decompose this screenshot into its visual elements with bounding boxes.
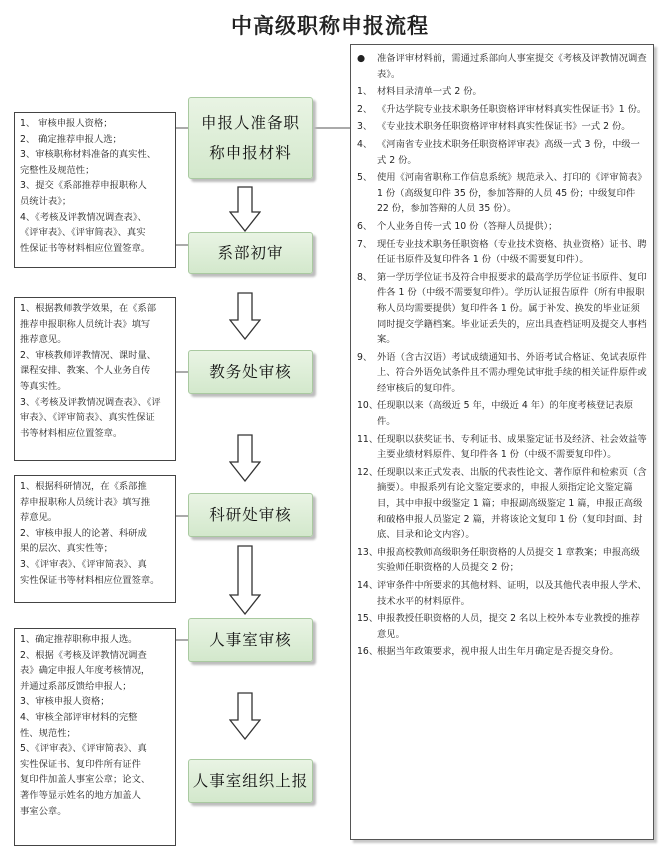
requirement-text: 《河南省专业技术职务任职资格评审表》高级一式 3 份，中级一式 2 份。 xyxy=(377,138,640,166)
requirement-item xyxy=(357,137,647,168)
requirement-number: 12、 xyxy=(357,466,379,478)
note-line: 等真实性。 xyxy=(20,380,67,392)
requirement-item xyxy=(357,119,647,135)
note-line: 3、审核申报人资格； xyxy=(20,696,110,708)
note-line: 果的层次、真实性等； xyxy=(20,543,113,555)
requirement-number: ● xyxy=(357,53,366,64)
note-line: 课程安排、教案、个人业务自传 xyxy=(20,365,151,377)
step-label: 人事室审核 xyxy=(209,631,292,649)
note-line: 审表》、《评审简表》、真实性保证 xyxy=(20,412,155,424)
note-line: 2、 确定推荐申报人选； xyxy=(20,133,122,145)
note-line: 3、《考核及评教情况调查表》、《评 xyxy=(20,396,161,408)
requirement-number: 10、 xyxy=(357,400,379,412)
note-line: 书等材料相应位置签章。 xyxy=(20,427,123,439)
requirement-number: 16、 xyxy=(357,646,379,658)
requirement-text: 申报教授任职资格的人员，提交 2 名以上校外本专业教授的推荐意见。 xyxy=(377,613,640,640)
requirement-text: 个人业务自传一式 10 份（答辩人员提供）； xyxy=(377,220,558,232)
requirement-item xyxy=(357,611,647,642)
requirement-item xyxy=(357,170,647,217)
requirement-item xyxy=(357,545,647,576)
note-line: 著作等显示姓名的地方加盖人 xyxy=(20,789,141,801)
note-line: 5、《评审表》、《评审简表》、真 xyxy=(20,743,147,755)
requirement-item xyxy=(357,84,647,100)
step-label-line-2: 称申报材料 xyxy=(209,144,292,162)
requirement-item xyxy=(357,51,647,82)
requirement-text: 《专业技术职务任职资格评审材料真实性保证书》一式 2 份。 xyxy=(377,121,631,133)
requirement-text: 任现职以来（高级近 5 年，中级近 4 年）的年度考核登记表原件。 xyxy=(377,400,634,428)
requirement-item xyxy=(357,398,647,429)
note-line: 推荐意见。 xyxy=(20,334,67,346)
note-line: 3、提交《系部推荐申报职称人 xyxy=(20,180,147,192)
requirement-text: 材料目录清单一式 2 份。 xyxy=(377,86,482,98)
requirement-item xyxy=(357,432,647,463)
requirement-number: 5、 xyxy=(357,172,373,184)
note-line: 实性保证书、复印件所有证件 xyxy=(20,758,141,770)
down-arrow-icon xyxy=(229,186,261,232)
note-box-hr xyxy=(14,628,176,846)
requirement-item xyxy=(357,465,647,543)
requirement-number: 3、 xyxy=(357,121,373,133)
note-line: 性保证书等材料相应位置签章。 xyxy=(20,242,151,254)
requirement-item xyxy=(357,102,647,118)
note-line: 3、审核职称材料准备的真实性、 xyxy=(20,149,157,161)
requirement-number: 9、 xyxy=(357,351,373,363)
requirement-text: 现任专业技术职务任职资格（专业技术资格、执业资格）证书、聘任证书原件及复印件各 1 份（中级不需要复印件）。 xyxy=(377,238,647,266)
step-academic-affairs-review xyxy=(188,350,313,394)
requirement-number: 2、 xyxy=(357,103,373,115)
note-line: 表》确定申报人年度考核情况， xyxy=(20,665,151,677)
requirement-number: 1、 xyxy=(357,86,373,98)
note-line: 2、审核教师评教情况、课时量、 xyxy=(20,349,157,361)
requirement-number: 7、 xyxy=(357,238,373,250)
note-line: 1、根据科研情况，在《系部推 xyxy=(20,481,147,492)
requirement-number: 15、 xyxy=(357,613,379,625)
note-line: 荐申报职称人员统计表》填写推 xyxy=(20,496,151,508)
requirement-text: 《升达学院专业技术职务任职资格评审材料真实性保证书》1 份。 xyxy=(377,103,647,115)
requirement-item xyxy=(357,350,647,397)
note-line: 性、规范性； xyxy=(20,727,76,739)
note-line: 并通过系部反馈给申报人； xyxy=(20,680,132,692)
step-hr-review xyxy=(188,618,313,662)
requirement-number: 13、 xyxy=(357,546,379,558)
requirement-text: 根据当年政策要求，视申报人出生年月确定是否提交身份。 xyxy=(377,646,619,658)
step-label: 人事室组织上报 xyxy=(192,772,309,790)
note-line: 2、审核申报人的论著、科研成 xyxy=(20,527,147,539)
step-label: 教务处审核 xyxy=(209,363,292,381)
note-line: 《评审表》、《评审简表》、真实 xyxy=(20,227,146,239)
requirement-item xyxy=(357,644,647,660)
step-label: 科研处审核 xyxy=(209,506,292,524)
note-line: 完整性及规范性； xyxy=(20,164,95,176)
requirement-text: 第一学历学位证书及符合申报要求的最高学历学位证书原件、复印件各 1 份（中级不需要复印件）。学历认证报告原件（所有申报职称人员均需要提供）复印件各 1 份。属于补发、换发的毕业证须同时提交学籍档案。毕业证丢失的，应出具查档证明及提交人事档案。 xyxy=(377,271,647,346)
note-line: 4、《考核及评教情况调查表》、 xyxy=(20,211,147,223)
note-line: 事室公章。 xyxy=(20,805,67,817)
note-line: 实性保证书等材料相应位置签章。 xyxy=(20,574,160,586)
note-line: 4、审核全部评审材料的完整 xyxy=(20,711,138,723)
note-line: 荐意见。 xyxy=(20,512,58,524)
requirement-item xyxy=(357,270,647,348)
requirement-text: 评审条件中所要求的其他材料、证明，以及其他代表申报人学术、技术水平的材料原件。 xyxy=(377,580,647,607)
step-prepare-materials xyxy=(188,97,313,179)
requirement-number: 4、 xyxy=(357,138,373,150)
requirement-text: 外语（含古汉语）考试成绩通知书、外语考试合格证、免试表原件上、符合外语免试条件且不需办理免试审批手续的相关证件原件或经审核后的复印件。 xyxy=(377,351,647,394)
requirement-number: 11、 xyxy=(357,433,379,445)
requirement-text: 任现职以来正式发表、出版的代表性论文、著作原件和检索页（含摘要）。申报系列有论文鉴定要求的，申报人须指定论文鉴定篇目，其中申报中级鉴定 1 篇；申报副高级鉴定 1 篇，申报正高级和破格申报人员鉴定 2 篇，并将该论文复印 1 份（复印封面、封底、目录和论文内容）。 xyxy=(377,466,647,541)
note-line: 1、确定推荐职称申报人选。 xyxy=(20,634,138,645)
requirement-number: 8、 xyxy=(357,271,373,283)
note-line: 复印件加盖人事室公章；论文、 xyxy=(20,774,151,786)
step-hr-submit xyxy=(188,759,313,803)
requirement-text: 准备评审材料前，需通过系部向人事室提交《考核及评教情况调查表》。 xyxy=(377,53,647,80)
note-line: 3、《评审表》、《评审简表》、真 xyxy=(20,558,147,570)
requirement-text: 任现职以获奖证书、专利证书、成果鉴定证书及经济、社会效益等主要业绩材料原件、复印件各 1 份（中级不需要复印件）。 xyxy=(377,433,647,461)
requirement-number: 14、 xyxy=(357,580,379,591)
down-arrow-icon xyxy=(229,292,261,340)
step-label: 系部初审 xyxy=(217,244,284,262)
requirement-number: 6、 xyxy=(357,220,373,232)
down-arrow-icon xyxy=(229,692,261,740)
note-line: 2、根据《考核及评教情况调查 xyxy=(20,649,147,661)
note-line: 1、根据教师教学效果，在《系部 xyxy=(20,303,157,314)
note-box-research xyxy=(14,475,176,603)
note-line: 推荐申报职称人员统计表》填写 xyxy=(20,318,151,330)
down-arrow-icon xyxy=(229,545,261,615)
note-line: 员统计表》； xyxy=(20,195,72,207)
requirement-item xyxy=(357,578,647,609)
note-line: 1、 审核申报人资格； xyxy=(20,118,113,129)
note-box-academic-affairs xyxy=(14,297,176,461)
requirement-item xyxy=(357,237,647,268)
requirement-text: 使用《河南省职称工作信息系统》规范录入、打印的《评审简表》1 份（高级复印件 35 份，参加答辩的人员 45 份；中级复印件 22 份，参加答辩的人员 35 份）。 xyxy=(377,172,647,215)
note-box-dept-review xyxy=(14,112,176,268)
step-dept-review xyxy=(188,232,313,274)
requirement-item xyxy=(357,219,647,235)
step-research-review xyxy=(188,493,313,537)
down-arrow-icon xyxy=(229,434,261,482)
page-title: 中高级职称申报流程 xyxy=(231,14,429,38)
step-label-line-1: 申报人准备职 xyxy=(200,114,300,132)
requirement-text: 申报高校教师高级职务任职资格的人员提交 1 章教案；申报高级实验师任职资格的人员提交 2 份； xyxy=(377,546,640,574)
requirements-box xyxy=(350,44,654,840)
